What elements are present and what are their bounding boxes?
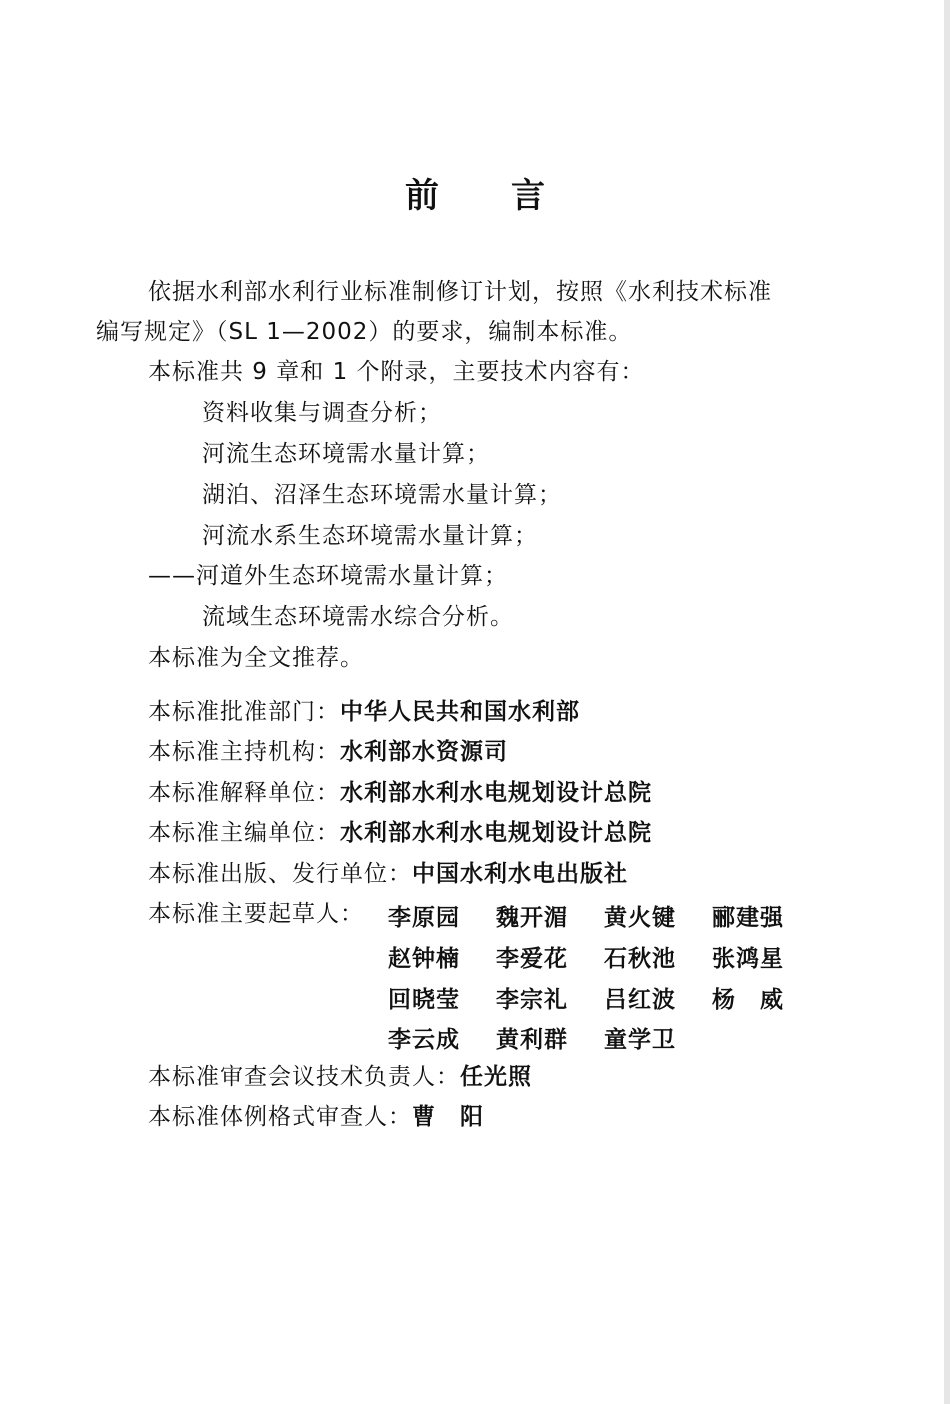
editor-value: 水利部水利水电规划设计总院 [340, 820, 652, 846]
drafter-name: 杨 威 [712, 987, 784, 1013]
approver-label: 本标准批准部门： [148, 699, 340, 725]
review-label: 本标准审查会议技术负责人： [148, 1064, 460, 1090]
contents-intro: 本标准共 9 章和 1 个附录，主要技术内容有： [148, 359, 645, 385]
format-line [148, 1102, 484, 1132]
drafter-name: 李原园 [388, 905, 460, 931]
host-line [148, 737, 508, 767]
drafter-name: 郦建强 [712, 905, 784, 931]
content-item: 资料收集与调查分析； [202, 400, 442, 426]
approver-value: 中华人民共和国水利部 [340, 699, 580, 725]
drafters-row [388, 940, 820, 973]
format-label: 本标准体例格式审查人： [148, 1104, 412, 1130]
interpret-value: 水利部水利水电规划设计总院 [340, 780, 652, 806]
approver-line [148, 697, 580, 727]
drafter-name: 赵钟楠 [388, 946, 460, 972]
drafter-name: 魏开湄 [496, 905, 568, 931]
publisher-label: 本标准出版、发行单位： [148, 861, 412, 887]
drafter-name: 黄火键 [604, 905, 676, 931]
drafter-name: 黄利群 [496, 1027, 568, 1053]
drafters-row [388, 1021, 712, 1054]
title-char-2: 言 [511, 176, 545, 216]
title-char-1: 前 [405, 176, 439, 216]
format-value: 曹 阳 [412, 1104, 484, 1130]
recommend-line: 本标准为全文推荐。 [148, 645, 364, 671]
drafter-name: 李宗礼 [496, 987, 568, 1013]
intro-line-2: 编写规定》（SL 1—2002）的要求，编制本标准。 [96, 319, 633, 345]
interpret-line [148, 778, 652, 808]
interpret-label: 本标准解释单位： [148, 780, 340, 806]
content-item: 河流生态环境需水量计算； [202, 441, 490, 467]
drafter-name: 张鸿星 [712, 946, 784, 972]
drafter-name: 童学卫 [604, 1027, 676, 1053]
drafter-name: 李云成 [388, 1027, 460, 1053]
host-label: 本标准主持机构： [148, 739, 340, 765]
drafters-row [388, 899, 820, 932]
content-item: 湖泊、沼泽生态环境需水量计算； [202, 482, 562, 508]
publisher-line [148, 859, 628, 889]
drafters-label: 本标准主要起草人： [148, 901, 364, 927]
review-value: 任光照 [460, 1064, 532, 1090]
drafter-name: 李爱花 [496, 946, 568, 972]
host-value: 水利部水资源司 [340, 739, 508, 765]
drafters-row [388, 981, 820, 1014]
content-item: 流域生态环境需水综合分析。 [202, 604, 514, 630]
drafter-name: 回晓莹 [388, 987, 460, 1013]
review-line [148, 1062, 532, 1092]
editor-line [148, 818, 652, 848]
content-item: 河流水系生态环境需水量计算； [202, 523, 538, 549]
publisher-value: 中国水利水电出版社 [412, 861, 628, 887]
content-item: ——河道外生态环境需水量计算； [148, 563, 508, 589]
drafter-name: 石秋池 [604, 946, 676, 972]
drafter-name: 吕红波 [604, 987, 676, 1013]
intro-line-1: 依据水利部水利行业标准制修订计划，按照《水利技术标准 [148, 279, 772, 305]
page-title [0, 168, 950, 217]
editor-label: 本标准主编单位： [148, 820, 340, 846]
